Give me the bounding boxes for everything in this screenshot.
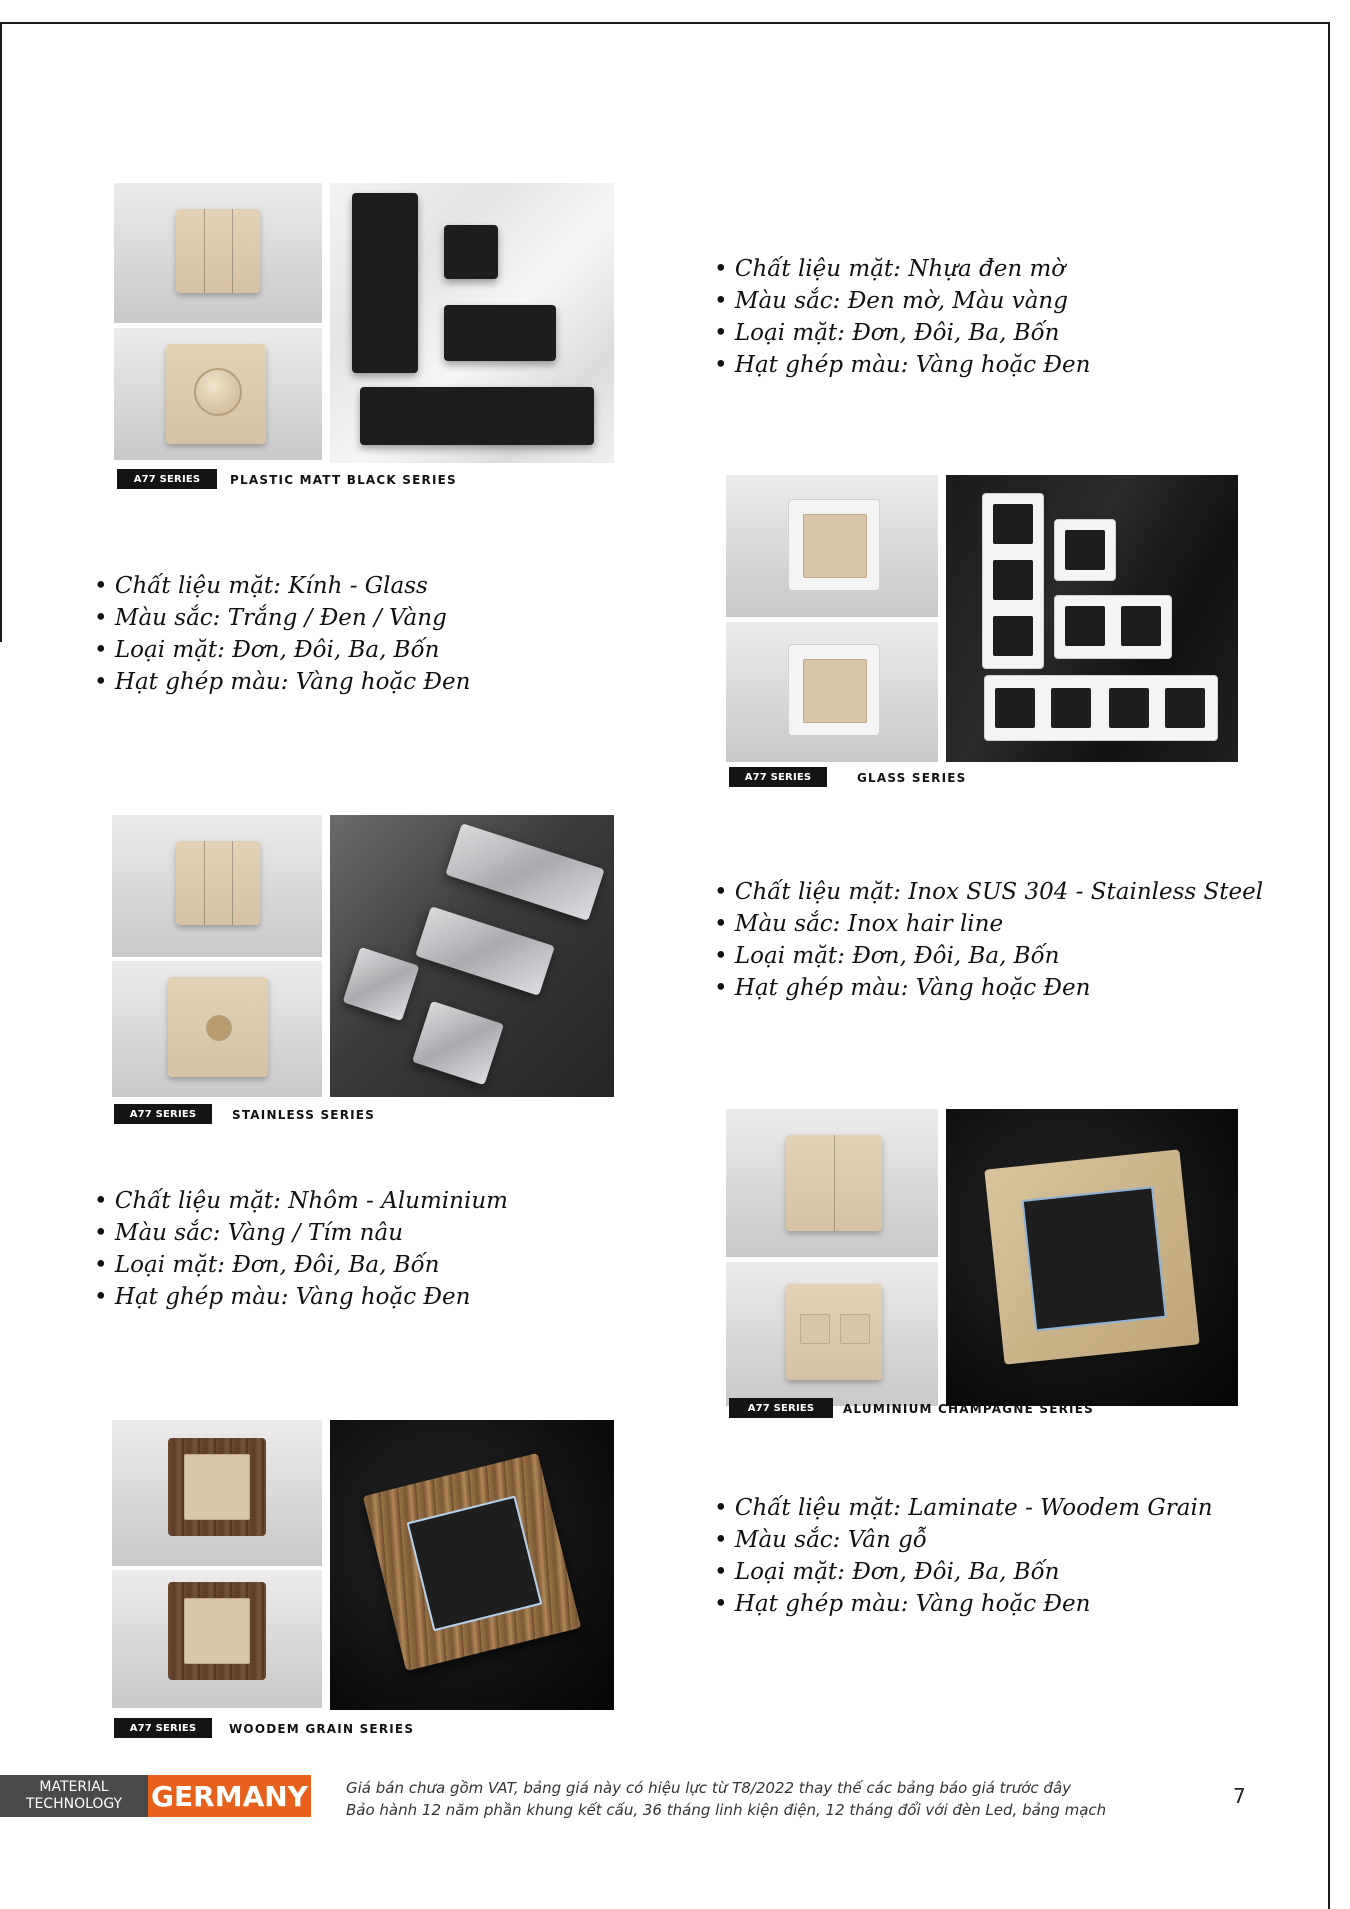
spec-item: • Chất liệu mặt: Inox SUS 304 - Stainless Steel	[714, 876, 1263, 908]
badge-label	[0, 1775, 148, 1817]
series-tag: A77 SERIES	[117, 469, 217, 489]
spec-item: • Loại mặt: Đơn, Đôi, Ba, Bốn	[94, 1249, 508, 1281]
series-name: GLASS SERIES	[857, 771, 967, 785]
photo-glass-triple-switch	[726, 622, 938, 762]
series-name: STAINLESS SERIES	[232, 1108, 376, 1122]
photo-gold-fan-dimmer	[114, 328, 322, 460]
photo-white-glass-set	[946, 475, 1238, 762]
photo-gold-triple-switch	[114, 183, 322, 323]
spec-item: • Loại mặt: Đơn, Đôi, Ba, Bốn	[714, 940, 1263, 972]
photo-matt-black-set	[330, 183, 614, 463]
photo-gold-tv-socket	[112, 961, 322, 1097]
spec-item: • Chất liệu mặt: Nhôm - Aluminium	[94, 1185, 508, 1217]
spec-item: • Hạt ghép màu: Vàng hoặc Đen	[94, 666, 470, 698]
spec-item: • Chất liệu mặt: Nhựa đen mờ	[714, 253, 1090, 285]
series-name: ALUMINIUM CHAMPAGNE SERIES	[843, 1402, 1094, 1416]
spec-item: • Hạt ghép màu: Vàng hoặc Đen	[714, 972, 1263, 1004]
footer-notes	[346, 1777, 1106, 1821]
series-tag: A77 SERIES	[729, 1398, 833, 1418]
spec-item: • Màu sắc: Vân gỗ	[714, 1524, 1213, 1556]
spec-item: • Màu sắc: Inox hair line	[714, 908, 1263, 940]
spec-list	[714, 253, 1090, 381]
spec-list	[714, 876, 1263, 1004]
photo-wood-dimmer	[112, 1420, 322, 1566]
badge-line: TECHNOLOGY	[25, 1796, 123, 1812]
photo-champagne-socket	[946, 1109, 1238, 1406]
photo-wood-grain-switch	[330, 1420, 614, 1710]
spec-item: • Hạt ghép màu: Vàng hoặc Đen	[714, 349, 1090, 381]
photo-stainless-set	[330, 815, 614, 1097]
photo-gold-data-socket	[726, 1262, 938, 1406]
series-tag: A77 SERIES	[114, 1718, 212, 1738]
spec-item: • Hạt ghép màu: Vàng hoặc Đen	[94, 1281, 508, 1313]
badge-country: GERMANY	[148, 1775, 311, 1817]
spec-list	[94, 570, 470, 698]
spec-item: • Loại mặt: Đơn, Đôi, Ba, Bốn	[94, 634, 470, 666]
spec-item: • Màu sắc: Đen mờ, Màu vàng	[714, 285, 1090, 317]
material-technology-badge	[0, 1775, 311, 1817]
spec-item: • Hạt ghép màu: Vàng hoặc Đen	[714, 1588, 1213, 1620]
spec-item: • Loại mặt: Đơn, Đôi, Ba, Bốn	[714, 1556, 1213, 1588]
series-name: WOODEM GRAIN SERIES	[229, 1722, 415, 1736]
series-name: PLASTIC MATT BLACK SERIES	[230, 473, 457, 487]
spec-item: • Loại mặt: Đơn, Đôi, Ba, Bốn	[714, 317, 1090, 349]
spec-item: • Chất liệu mặt: Kính - Glass	[94, 570, 470, 602]
spec-list	[94, 1185, 508, 1313]
footer-note: Giá bán chưa gồm VAT, bảng giá này có hiệu lực từ T8/2022 thay thế các bảng báo giá trước đây	[346, 1779, 1072, 1797]
photo-gold-triple-switch	[112, 815, 322, 957]
footer-note: Bảo hành 12 năm phần khung kết cấu, 36 tháng linh kiện điện, 12 tháng đổi với đèn Led, bảng mạch	[346, 1801, 1107, 1819]
left-border-rule	[0, 22, 2, 642]
spec-item: • Màu sắc: Trắng / Đen / Vàng	[94, 602, 470, 634]
page-number: 7	[1233, 1784, 1246, 1808]
spec-list	[714, 1492, 1213, 1620]
photo-glass-socket	[726, 475, 938, 617]
spec-item: • Màu sắc: Vàng / Tím nâu	[94, 1217, 508, 1249]
badge-line: MATERIAL	[39, 1779, 109, 1795]
series-tag: A77 SERIES	[114, 1104, 212, 1124]
photo-wood-switch	[112, 1570, 322, 1708]
spec-item: • Chất liệu mặt: Laminate - Woodem Grain	[714, 1492, 1213, 1524]
series-tag: A77 SERIES	[729, 767, 827, 787]
photo-gold-double-switch	[726, 1109, 938, 1257]
